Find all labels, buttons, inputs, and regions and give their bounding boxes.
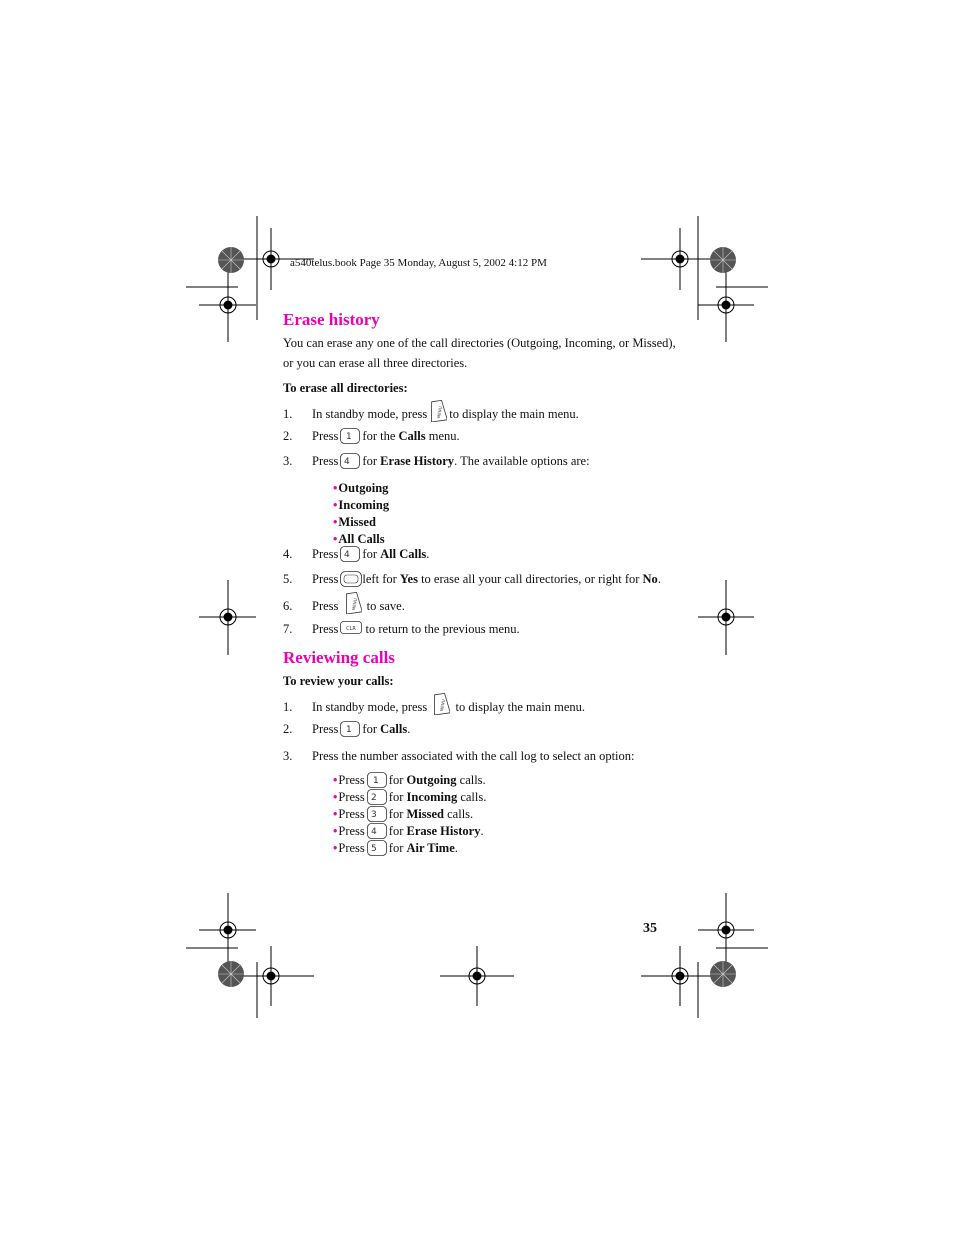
svg-text:4: 4 [370,827,377,837]
navigation-key-icon [340,571,360,587]
svg-text:2: 2 [370,793,377,803]
svg-text:1: 1 [346,432,353,442]
review-step-3: 3. Press the number associated with the call log to select an option: [283,749,635,763]
key-4-icon [340,546,360,562]
erase-history-title: Erase history [283,310,380,329]
review-option-item: • Press 5 for Air Time . [333,841,458,855]
key-4-icon [367,823,387,839]
review-step-2: 2. Press 1 for Calls . [283,722,411,736]
svg-text:3: 3 [370,810,377,820]
option-item: • Missed [333,515,376,529]
key-1-icon [367,772,387,788]
review-subhead: To review your calls: [283,674,394,688]
review-option-item: • Press 4 for Erase History . [333,824,484,838]
svg-text:MENU: MENU [350,597,358,611]
option-item: • Incoming [333,498,390,512]
key-2-icon [367,789,387,805]
svg-text:MENU: MENU [439,698,447,712]
erase-intro-line1: You can erase any one of the call directories (Outgoing, Incoming, or Missed), [283,336,676,350]
erase-step-1: 1. In standby mode, press MENU to display the main menu. [283,400,579,422]
review-option-item: • Press 1 for Outgoing calls. [333,773,486,787]
svg-text:5: 5 [370,844,377,854]
review-step-1: 1. In standby mode, press MENU to display the main menu. [283,693,585,715]
svg-text:1: 1 [346,725,353,735]
step-number: 1. [283,407,293,421]
svg-text:4: 4 [344,550,351,560]
erase-intro-line2: or you can erase all three directories. [283,356,468,370]
erase-step-4: 4. Press 4 for All Calls . [283,547,430,561]
svg-text:MENU: MENU [436,405,444,419]
erase-step-3: 3. Press 4 for Erase History . The available options are: [283,454,590,468]
key-5-icon [367,840,387,856]
key-3-icon [367,806,387,822]
clear-key-icon [340,621,360,637]
option-item: • Outgoing [333,481,389,495]
menu-key-icon [429,400,447,422]
key-4-icon [340,453,360,469]
erase-subhead: To erase all directories: [283,381,408,395]
svg-text:4: 4 [344,457,351,467]
review-option-item: • Press 2 for Incoming calls. [333,790,487,804]
page-number: 35 [643,921,657,936]
menu-key-icon [432,693,450,715]
reviewing-calls-title: Reviewing calls [283,648,395,667]
key-1-icon [340,428,360,444]
option-item: • All Calls [333,532,385,546]
menu-key-icon [344,592,362,614]
erase-step-2: 2. Press 1 for the Calls menu. [283,429,460,443]
book-header: a540telus.book Page 35 Monday, August 5, 2002 4:12 PM [290,257,547,269]
erase-step-7: 7. Press CLR to return to the previous menu. [283,622,520,636]
svg-text:1: 1 [372,776,379,786]
review-option-item: • Press 3 for Missed calls. [333,807,474,821]
erase-step-5: 5. Press left for Yes to erase all your call directories, or right for No . [283,572,661,586]
erase-step-6: 6. Press MENU to save. [283,592,405,614]
svg-text:CLR: CLR [346,626,357,632]
key-1-icon [340,721,360,737]
